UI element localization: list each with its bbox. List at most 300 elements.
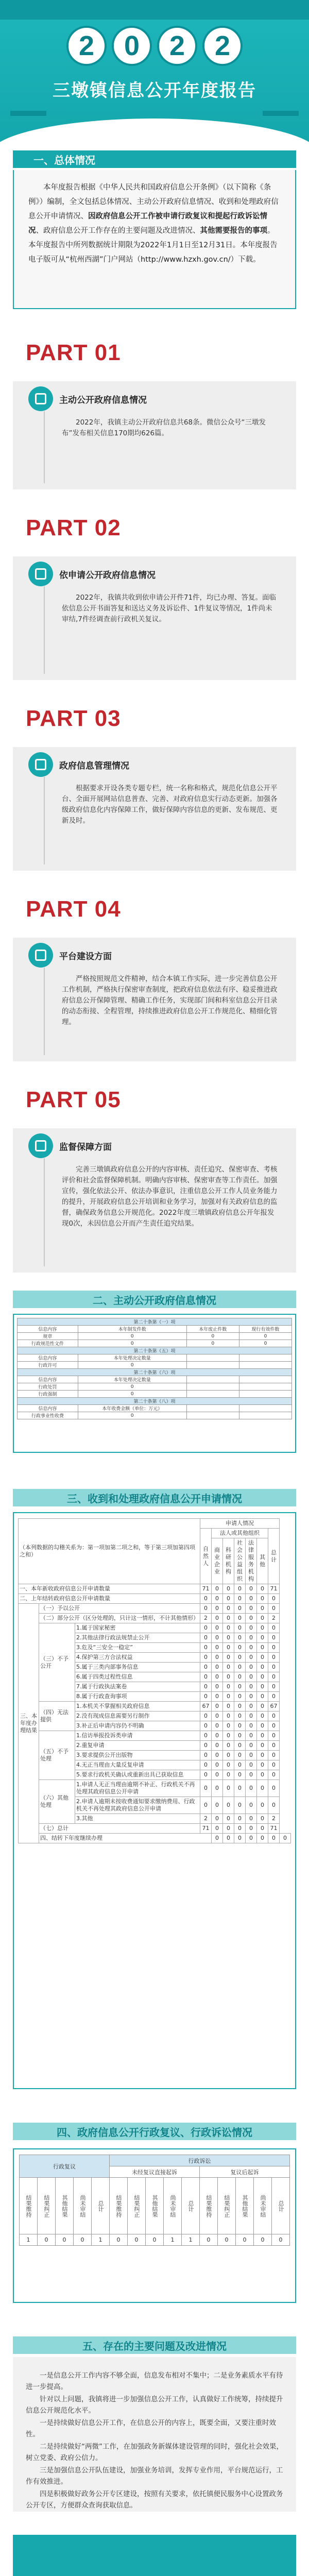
table-cell: 0 <box>234 1814 246 1824</box>
table-cell: 0 <box>212 1663 223 1672</box>
table-row <box>18 1369 292 1376</box>
table-row <box>18 1412 292 1419</box>
table-header-cell: 结果纠正 <box>128 2178 146 2234</box>
table-cell: 0 <box>234 1584 246 1594</box>
table-cell: 0 <box>234 1692 246 1702</box>
part-subtitle: 依申请公开政府信息情况 <box>59 570 156 581</box>
table-cell: 0 <box>268 1692 280 1702</box>
table-corner-cell: （本列数据的勾稽关系为：第一项加第二项之和，等于第三项加第四项之和） <box>19 1519 200 1584</box>
table-cell: 0 <box>246 1751 257 1760</box>
section5-paragraph: 一是持续做好信息公开工作，在信息公开的内容上，既要全面，又要注重时效性。 <box>26 2419 276 2438</box>
table-group-header: 第二十条第（八）项 <box>18 1398 292 1405</box>
part-subtitle: 平台建设方面 <box>59 952 112 962</box>
table-cell: 0 <box>78 1340 186 1347</box>
table-cell: 0 <box>257 1643 268 1653</box>
table-header-cell: 总计 <box>92 2178 110 2234</box>
section5-paragraph: 针对以上问题，我镇将进一步加强信息公开工作，认真做好工作统筹，持续提升信息公开规范化水平。 <box>26 2395 283 2415</box>
intro-paragraph <box>28 180 281 267</box>
part-block <box>13 701 296 871</box>
report-title: 三墩镇信息公开年度报告 <box>53 80 256 101</box>
part-number: PART 05 <box>26 1087 121 1112</box>
table-cell: 0 <box>246 1770 257 1780</box>
table-cell: 0 <box>246 1643 257 1653</box>
table-cell: 0 <box>257 1702 268 1711</box>
table-cell: 0 <box>223 1692 234 1702</box>
table-cell: 0 <box>234 1824 246 1834</box>
table-cell: 0 <box>212 1814 223 1824</box>
intro-text-e: 。本年度报告中所列数据统计期限为2022年1月1日至12月31日。本年度报告电子版可从“杭州西湖”门户网站（http://www.hzxh.gov.cn/）下载。 <box>28 227 278 264</box>
table-cell: 0 <box>246 1614 257 1623</box>
table-cell: 0 <box>257 1623 268 1633</box>
table-header-cell: 总计 <box>272 2178 290 2234</box>
part-text: 2022年，我镇主动公开政府信息共68条。微信公众号“三墩发布”发布相关信息170期均626篇。 <box>62 418 266 437</box>
table-cell: 0 <box>268 1731 280 1741</box>
table-cell: 0 <box>272 2234 290 2246</box>
table-row <box>19 1702 291 1711</box>
table-row <box>18 1326 292 1333</box>
table-sub-cell: （四）无法提供 <box>39 1702 75 1731</box>
table-sub-cell: （七）总计 <box>39 1824 200 1834</box>
table-cell: 0 <box>200 1797 212 1814</box>
table-cell: 0 <box>74 2234 92 2246</box>
year-digits <box>0 26 309 66</box>
table-cell: 0 <box>212 1653 223 1663</box>
table-cell: 1.属于国家秘密 <box>75 1623 200 1633</box>
table-cell: 0 <box>257 1760 268 1770</box>
decor-bar-left <box>10 111 46 116</box>
table-cell: 0 <box>212 1672 223 1682</box>
table-cell: 0 <box>257 1594 268 1604</box>
table-cell <box>239 1383 291 1391</box>
table-cell: 0 <box>257 1797 268 1814</box>
part-timeline <box>44 777 45 865</box>
table-sub-cell: （五）不予处理 <box>39 1731 75 1780</box>
section3-title: 三、收到和处理政府信息公开申请情况 <box>13 1489 296 1506</box>
decor-bar-right <box>263 111 299 116</box>
section5-title: 五、存在的主要问题及改进情况 <box>13 2336 296 2354</box>
review-litigation-table <box>19 2155 290 2246</box>
table-cell: 本年收费金额（单位：万元） <box>78 1405 186 1412</box>
table-group-cell: 三、本年度办理结果 <box>19 1604 39 1843</box>
table-header-row <box>20 2155 290 2166</box>
table-cell: 0 <box>257 1584 268 1594</box>
table-cell: 0 <box>234 1594 246 1604</box>
section5-paragraph: 一是信息公开工作内容不够全面，信息发布相对不集中；二是业务素质水平有待进一步提高。 <box>26 2371 283 2391</box>
section4-table-wrap <box>13 2148 296 2303</box>
table-cell: 0 <box>212 1780 223 1797</box>
table-row <box>19 1731 291 1741</box>
year-digit: 2 <box>202 26 243 66</box>
table-cell: 0 <box>234 1643 246 1653</box>
table-cell: 0 <box>200 1653 212 1663</box>
table-row <box>19 1604 291 1614</box>
part-icon <box>28 562 53 586</box>
table-cell: 0 <box>246 1692 257 1702</box>
table-cell: 0 <box>212 1643 223 1653</box>
table-cell: 0 <box>212 1797 223 1814</box>
table-cell: 0 <box>234 1604 246 1614</box>
table-cell: 0 <box>268 1780 280 1797</box>
table-cell: 0 <box>212 1623 223 1633</box>
report-header <box>0 0 309 170</box>
table-cell: 0 <box>223 1711 234 1721</box>
table-cell <box>186 1412 239 1419</box>
table-cell: 3.危及“三安全一稳定” <box>75 1643 200 1653</box>
table-header-cell: 行政诉讼 <box>110 2155 290 2166</box>
part-number: PART 02 <box>26 515 121 540</box>
table-cell: 0 <box>78 1412 186 1419</box>
table-cell: 0 <box>212 1692 223 1702</box>
section5-paragraph: 二是持续做好“两微”工作，在加强政务新媒体建设管理的同时，强化社会效果，树立党委、政府公信力。 <box>26 2443 283 2462</box>
table-cell <box>239 1412 291 1419</box>
table-row <box>20 2234 290 2246</box>
part-block <box>13 510 296 680</box>
table-cell: 0 <box>239 1333 291 1340</box>
table-row <box>18 1318 292 1326</box>
table-row <box>19 1834 291 1843</box>
table-cell: 0 <box>246 1594 257 1604</box>
table-cell: 0 <box>200 1663 212 1672</box>
table-cell <box>186 1383 239 1391</box>
part-subtitle: 主动公开政府信息情况 <box>59 395 147 405</box>
table-row <box>18 1340 292 1347</box>
table-cell: 行政强制 <box>18 1391 78 1398</box>
intro-text-c: 、政府信息公开工作存在的主要问题及改进情况、 <box>36 227 200 235</box>
table-cell: 0 <box>246 1623 257 1633</box>
table-cell: 0 <box>78 1391 186 1398</box>
table-cell: 0 <box>268 1623 280 1633</box>
table-cell: 0 <box>268 1633 280 1643</box>
table-cell: 行政许可 <box>18 1362 78 1369</box>
part-timeline <box>44 411 45 483</box>
table-cell: 0 <box>223 1731 234 1741</box>
table-cell: 行政规范性文件 <box>18 1340 78 1347</box>
table-cell: 0 <box>212 1594 223 1604</box>
table-header-cell: 其他 <box>257 1538 268 1584</box>
part-subtitle: 监督保障方面 <box>59 1142 112 1153</box>
table-cell: 0 <box>212 1741 223 1751</box>
table-cell: 0 <box>223 1604 234 1614</box>
table-cell: 0 <box>257 1672 268 1682</box>
table-cell: 0 <box>257 1814 268 1824</box>
table-cell: 0 <box>38 2234 56 2246</box>
table-cell: 0 <box>257 1682 268 1692</box>
table-cell: 0 <box>200 2234 218 2246</box>
table-cell: 行政处罚 <box>18 1383 78 1391</box>
table-cell: 0 <box>246 1653 257 1663</box>
table-cell: 规章 <box>18 1333 78 1340</box>
table-header-cell: 法律服务机构 <box>246 1538 257 1584</box>
table-cell: 0 <box>223 1653 234 1663</box>
table-cell: 0 <box>212 1760 223 1770</box>
table-row <box>18 1398 292 1405</box>
part-timeline <box>44 586 45 674</box>
table-cell: 8.属于行政查询事项 <box>75 1692 200 1702</box>
table-cell <box>186 1354 239 1362</box>
table-cell: 0 <box>246 1814 257 1824</box>
table-cell: 0 <box>257 1731 268 1741</box>
table-cell: 0 <box>212 1604 223 1614</box>
table-cell: 1.申请人无正当理由逾期不补正、行政机关不再处理其政府信息公开申请 <box>75 1780 200 1797</box>
table-cell: 0 <box>268 1741 280 1751</box>
table-cell: 0 <box>223 1721 234 1731</box>
table-cell: 4.无正当理由大量反复申请 <box>75 1760 200 1770</box>
table-header-cell: 结果维持 <box>110 2178 128 2234</box>
table-cell: 0 <box>200 1604 212 1614</box>
table-cell: 0 <box>268 1663 280 1672</box>
table-cell: 2 <box>268 1614 280 1623</box>
table-header-cell: 自然人 <box>200 1529 212 1584</box>
table-cell: 5.要求行政机关确认或重新出具已获取信息 <box>75 1770 200 1780</box>
table-row <box>19 1824 291 1834</box>
table-header-cell: 法人或其他组织 <box>212 1529 268 1538</box>
table-cell: 0 <box>200 1692 212 1702</box>
table-cell: 0 <box>223 1594 234 1604</box>
table-header-cell: 结果维持 <box>20 2178 38 2234</box>
section4-title: 四、政府信息公开行政复议、行政诉讼情况 <box>13 2123 296 2140</box>
table-cell: 3.补正后申请内容仍不明确 <box>75 1721 200 1731</box>
table-header-row <box>19 1519 291 1529</box>
table-cell: 信息内容 <box>18 1326 78 1333</box>
table-cell: 行政事业性收费 <box>18 1412 78 1419</box>
table-cell: 0 <box>268 1604 280 1614</box>
table-cell <box>186 1391 239 1398</box>
table-cell: 0 <box>212 1824 223 1834</box>
table-cell: 信息内容 <box>18 1376 78 1383</box>
table-row <box>19 1584 291 1594</box>
table-cell: 0 <box>128 2234 146 2246</box>
table-cell: 0 <box>246 1741 257 1751</box>
part-text: 严格按照规范文件精神，结合本镇工作实际，进一步完善信息公开工作机制，严格执行保密审查制度，把政府信息依法有序、稳妥推进政府信息公开保障管理、精确工作任务，实现部门间和科室信息公开目录的动态衔接、全程管理，持续推进政府信息公开工作规范化、精细化管理。 <box>62 975 278 1026</box>
table-cell <box>239 1391 291 1398</box>
table-cell: 0 <box>268 1721 280 1731</box>
table-cell: 0 <box>239 1340 291 1347</box>
table-cell: 0 <box>246 1584 257 1594</box>
table-cell: 0 <box>223 1584 234 1594</box>
table-cell: 0 <box>223 1834 234 1843</box>
table-cell: 0 <box>257 1721 268 1731</box>
table-cell: 0 <box>200 1770 212 1780</box>
table-header-cell: 结果维持 <box>200 2178 218 2234</box>
table-cell: 67 <box>200 1702 212 1711</box>
table-cell: 0 <box>234 1623 246 1633</box>
table-cell: 2 <box>268 1814 280 1824</box>
table-cell: 0 <box>212 1731 223 1741</box>
table-cell: 本年废止件数 <box>186 1326 239 1333</box>
part-subtitle: 政府信息管理情况 <box>59 761 129 771</box>
header-top-stripe <box>0 0 309 20</box>
table-cell: 0 <box>223 1623 234 1633</box>
table-cell: 0 <box>212 1711 223 1721</box>
part-text: 根据要求开设各类专题专栏，统一名称和格式，规范化信息公开平台、全面开展网站信息普查、完善、对政府信息实行动态更新。加强各级政府信息化内容保障工作，做好保障内容信息的更新、发布规范、更新及时。 <box>62 784 278 825</box>
table-cell: 0 <box>234 1731 246 1741</box>
intro-text-d: 其他需要报告的事项 <box>200 227 267 235</box>
part-block <box>13 335 296 489</box>
table-cell: 0 <box>234 1751 246 1760</box>
table-cell: 0 <box>246 1731 257 1741</box>
table-cell: 一、本年新收政府信息公开申请数量 <box>19 1584 200 1594</box>
table-cell: 0 <box>234 1702 246 1711</box>
table-cell: 0 <box>78 1333 186 1340</box>
table-cell: 0 <box>246 1604 257 1614</box>
part-text: 完善三墩镇政府信息公开的内容审核、责任追究、保密审查、考核评价和社会监督保障机制。明确内容审核、保密审查等工作责任。加强宣传，强化依法公开、依法办事意识，注重信息公开工作人员业务能力的提升，开展政府信息公开培训和业务学习，加强对有关政府信息的监督，确保政务信息公开规范化。2022年度三墩镇政府信息公开年报发现0次，未因信息公开而产生责任追究结果。 <box>62 1165 278 1228</box>
table-cell: 0 <box>234 1780 246 1797</box>
table-cell: 本年处理决定数量 <box>78 1376 186 1383</box>
part-icon <box>28 943 53 968</box>
table-row <box>19 1623 291 1633</box>
table-cell: 0 <box>234 1721 246 1731</box>
table-cell: 1 <box>92 2234 110 2246</box>
table-header-cell: 尚未审结 <box>164 2178 182 2234</box>
table-cell: 0 <box>234 1741 246 1751</box>
table-row <box>19 1614 291 1623</box>
table-cell: 0 <box>268 1594 280 1604</box>
table-cell: 0 <box>56 2234 74 2246</box>
table-row <box>18 1405 292 1412</box>
table-cell: 0 <box>200 1711 212 1721</box>
table-cell: 0 <box>268 1770 280 1780</box>
table-cell: 0 <box>268 1797 280 1814</box>
table-cell: 0 <box>212 1614 223 1623</box>
table-header-cell: 尚未审结 <box>254 2178 272 2234</box>
table-cell: 0 <box>246 1834 257 1843</box>
table-header-cell: 总计 <box>268 1529 280 1584</box>
table-cell: 0 <box>268 1643 280 1653</box>
table-sub-cell: （二）部分公开（区分处理的，只计这一情形，不计其他情形） <box>39 1614 200 1623</box>
table-cell: 3.其他 <box>75 1814 200 1824</box>
intro-text-a: 本年度报告根据《中华人民共和国政府信息公开条例》（以下简称《条例》）编制，全文包括总体情况、主动公开政府信息情况、收到和处理政府信息公开申请情况、 <box>28 183 279 221</box>
year-digit: 2 <box>157 26 197 66</box>
table-cell: 1 <box>20 2234 38 2246</box>
table-cell: 二、上年结转政府信息公开申请数量 <box>19 1594 200 1604</box>
table-header-cell: 结果纠正 <box>38 2178 56 2234</box>
table-cell: 0 <box>212 1721 223 1731</box>
table-cell: 2.其他法律行政法规禁止公开 <box>75 1633 200 1643</box>
year-digit: 0 <box>112 26 152 66</box>
table-cell: 0 <box>246 1682 257 1692</box>
table-cell: 0 <box>234 1760 246 1770</box>
year-digit: 2 <box>66 26 107 66</box>
table-header-cell: 复议后起诉 <box>200 2166 290 2178</box>
table-cell: 0 <box>200 1633 212 1643</box>
table-cell: 0 <box>254 2234 272 2246</box>
table-cell: 信息内容 <box>18 1405 78 1412</box>
table-cell: 0 <box>268 1682 280 1692</box>
table-cell: 0 <box>78 1362 186 1369</box>
part-icon <box>28 752 53 777</box>
table-cell: 0 <box>146 2234 164 2246</box>
table-cell: 0 <box>234 1797 246 1814</box>
table-header-cell: 其他结果 <box>146 2178 164 2234</box>
table-cell: 2 <box>200 1614 212 1623</box>
table-sub-cell: （六）其他处理 <box>39 1780 75 1824</box>
table-cell: 0 <box>257 1633 268 1643</box>
table-cell <box>239 1376 291 1383</box>
table-cell: 0 <box>234 1614 246 1623</box>
table-cell: 现行有效件数 <box>239 1326 291 1333</box>
table-cell: 0 <box>234 1663 246 1672</box>
table-cell: 0 <box>200 1731 212 1741</box>
table-row <box>19 1594 291 1604</box>
table-cell: 2.申请人逾期未按收费通知要求缴纳费用、行政机关不再处理其政府信息公开申请 <box>75 1797 200 1814</box>
table-cell: 0 <box>268 1834 280 1843</box>
table-header-cell: 商业企业 <box>212 1538 223 1584</box>
table-cell: 0 <box>234 1682 246 1692</box>
table-cell: 0 <box>280 1834 291 1843</box>
table-cell <box>186 1405 239 1412</box>
table-cell: 0 <box>223 1633 234 1643</box>
table-cell: 0 <box>257 1824 268 1834</box>
intro-text-b: 因政府信息公开工作被申请行政复议和提起行政诉讼情况 <box>28 212 267 235</box>
table-cell: 0 <box>223 1824 234 1834</box>
table-row <box>18 1362 292 1369</box>
table-cell: 0 <box>257 1741 268 1751</box>
table-cell: 3.要求提供公开出版物 <box>75 1751 200 1760</box>
applications-table <box>18 1518 291 1843</box>
table-cell: 0 <box>110 2234 128 2246</box>
table-cell: 0 <box>257 1692 268 1702</box>
table-cell: 0 <box>223 1780 234 1797</box>
table-cell: 0 <box>268 1711 280 1721</box>
table-cell: 0 <box>223 1672 234 1682</box>
table-cell: 0 <box>212 1633 223 1643</box>
table-cell: 0 <box>246 1824 257 1834</box>
table-header-cell: 未经复议直接起诉 <box>110 2166 200 2178</box>
part-block <box>13 891 296 1061</box>
table-cell: 0 <box>200 1780 212 1797</box>
table-cell: 0 <box>200 1760 212 1770</box>
part-text: 2022年，我镇共收到依申请公开件71件，均已办理、答复。面临依信息公开书面答复和送达义务及诉讼件、1件复议等情况，1件尚未审结,7件经调查前行政机关复议。 <box>62 594 277 623</box>
table-cell: 0 <box>246 1797 257 1814</box>
table-cell: 0 <box>268 1760 280 1770</box>
table-cell: 0 <box>212 1702 223 1711</box>
table-cell: 2.没有现成信息需要另行制作 <box>75 1711 200 1721</box>
table-header-cell: 尚未审结 <box>74 2178 92 2234</box>
table-cell: 0 <box>223 1663 234 1672</box>
table-cell: 0 <box>257 1770 268 1780</box>
part-number: PART 01 <box>26 340 121 365</box>
table-cell: 7.属于行政执法案卷 <box>75 1682 200 1692</box>
table-cell <box>186 1362 239 1369</box>
table-cell: 0 <box>246 1711 257 1721</box>
table-cell: 四、结转下年度继续办理 <box>39 1834 212 1843</box>
section6-panel <box>13 2535 296 2576</box>
table-cell: 0 <box>246 1633 257 1643</box>
table-header-cell: 结果纠正 <box>218 2178 236 2234</box>
table-cell: 0 <box>78 1383 186 1391</box>
table-cell: 0 <box>223 1770 234 1780</box>
table-cell: 0 <box>257 1751 268 1760</box>
table-row <box>18 1383 292 1391</box>
table-header-cell: 申请人情况 <box>200 1519 280 1529</box>
table-sub-cell: （一）予以公开 <box>39 1604 200 1614</box>
table-cell: 71 <box>268 1824 280 1834</box>
table-cell: 1 <box>164 2234 182 2246</box>
table-cell: 0 <box>257 1614 268 1623</box>
table-cell: 0 <box>257 1653 268 1663</box>
table-cell: 信息内容 <box>18 1354 78 1362</box>
table-header-cell: 行政复议 <box>20 2155 110 2178</box>
table-cell: 71 <box>200 1584 212 1594</box>
table-cell: 0 <box>212 1751 223 1760</box>
table-cell: 5.属于三类内部事务信息 <box>75 1663 200 1672</box>
table-cell <box>239 1354 291 1362</box>
table-cell: 0 <box>223 1682 234 1692</box>
table-cell: 0 <box>257 1834 268 1843</box>
table-cell <box>239 1362 291 1369</box>
table-cell: 1 <box>182 2234 200 2246</box>
table-cell: 0 <box>223 1643 234 1653</box>
